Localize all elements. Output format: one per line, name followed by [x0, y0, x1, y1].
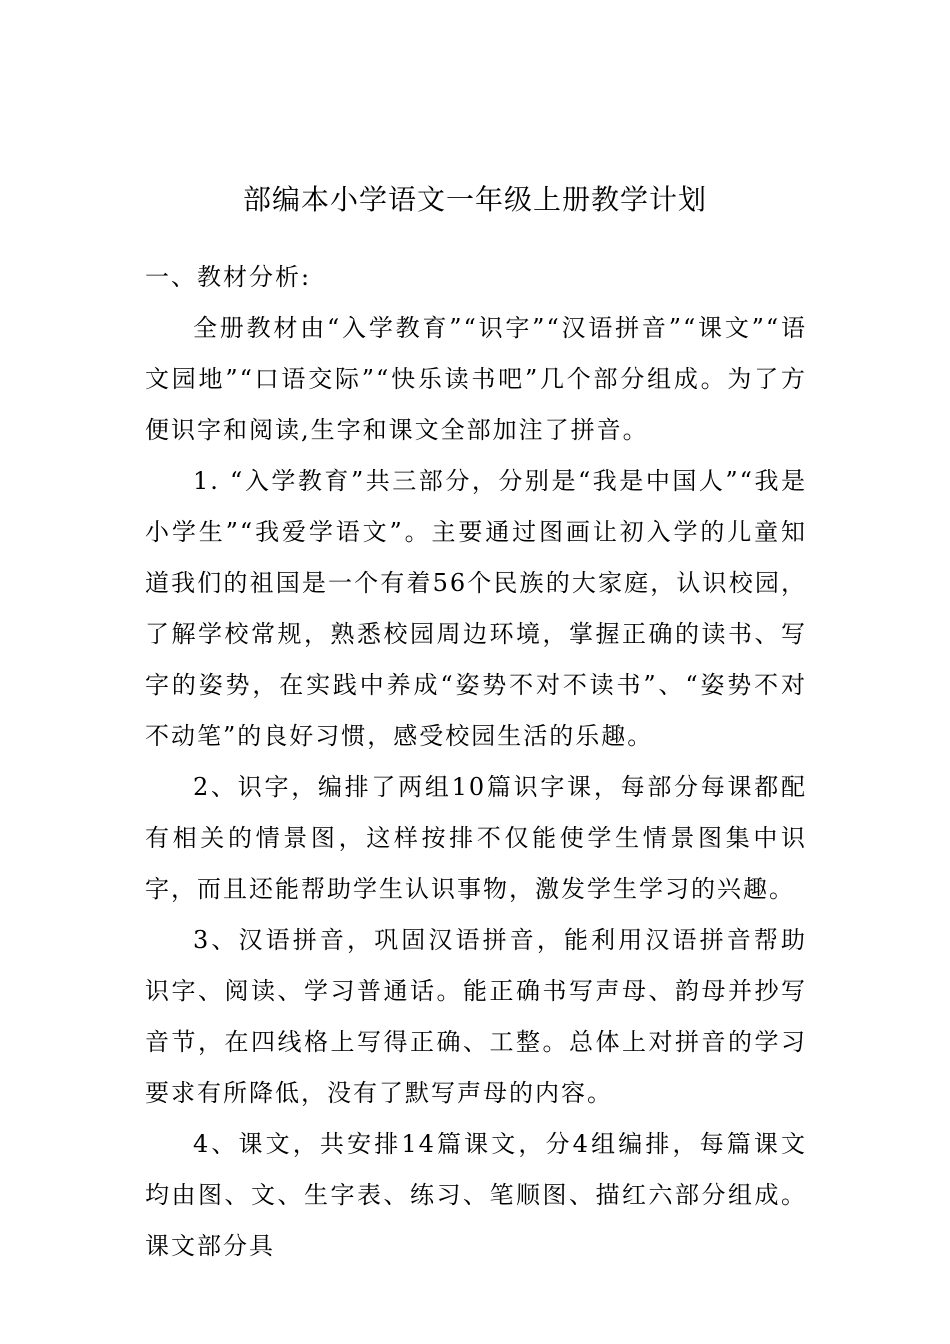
paragraph-overview: 全册教材由“入学教育”“识字”“汉语拼音”“课文”“语文园地”“口语交际”“快乐读书吧”几个部分组成。为了方便识字和阅读,生字和课文全部加注了拼音。	[145, 314, 807, 444]
paragraph-pinyin: 3、汉语拼音，巩固汉语拼音，能利用汉语拼音帮助识字、阅读、学习普通话。能正确书写声母、韵母并抄写音节，在四线格上写得正确、工整。总体上对拼音的学习要求有所降低，没有了默写声母的内容。	[145, 926, 807, 1107]
paragraph-school-entry: 1. “入学教育”共三部分，分别是“我是中国人”“我是小学生”“我爱学语文”。主要通过图画让初入学的儿童知道我们的祖国是一个有着56个民族的大家庭，认识校园，了解学校常规，熟悉校园周边环境，掌握正确的读书、写字的姿势，在实践中养成“姿势不对不读书”、“姿势不对不动笔”的良好习惯，感受校园生活的乐趣。	[145, 467, 807, 750]
document-body	[145, 252, 807, 1272]
paragraph-literacy: 2、识字，编排了两组10篇识字课，每部分每课都配有相关的情景图，这样按排不仅能使学生情景图集中识字，而且还能帮助学生认识事物，激发学生学习的兴趣。	[145, 773, 807, 903]
section-heading: 一、教材分析:	[145, 263, 312, 291]
document-title: 部编本小学语文一年级上册教学计划	[242, 183, 707, 216]
paragraph-texts: 4、课文，共安排14篇课文，分4组编排，每篇课文均由图、文、生字表、练习、笔顺图、描红六部分组成。课文部分具	[145, 1130, 807, 1260]
